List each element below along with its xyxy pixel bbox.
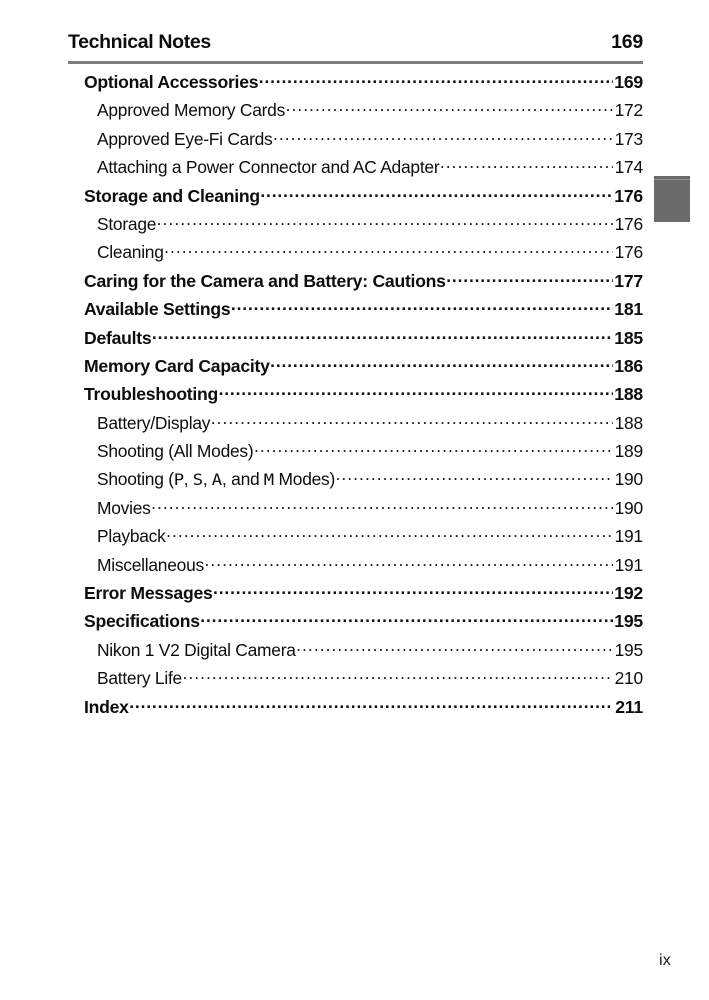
toc-entry-title-text: , and xyxy=(221,469,264,490)
toc-entry[interactable] xyxy=(0,526,709,554)
dot-leader xyxy=(231,299,613,315)
toc-entry-page: 190 xyxy=(614,497,643,518)
dot-leader xyxy=(286,100,613,116)
dot-leader xyxy=(440,157,613,173)
toc-entry[interactable] xyxy=(0,72,709,100)
toc-entry-title-text: Modes) xyxy=(273,469,336,490)
toc-entry-page: 186 xyxy=(614,355,643,376)
toc-entry-title: Attaching a Power Connector and AC Adapter xyxy=(97,157,440,178)
toc-entry[interactable] xyxy=(0,356,709,384)
folio-page-number: ix xyxy=(659,952,671,969)
page-title: Technical Notes xyxy=(68,31,211,53)
toc-entry-title: Storage xyxy=(97,213,157,234)
toc-entry-page: 169 xyxy=(614,72,643,92)
toc-entry-title: Specifications xyxy=(84,611,200,632)
toc-entry-page: 173 xyxy=(614,128,643,149)
toc-entry-title: Playback xyxy=(97,526,166,547)
toc-entry[interactable] xyxy=(0,469,709,497)
toc-entry[interactable] xyxy=(0,186,709,214)
toc-entry[interactable] xyxy=(0,157,709,185)
toc-entry-title: Miscellaneous xyxy=(97,554,204,575)
toc-entry-title: Battery Life xyxy=(97,668,182,689)
toc-entry-title: Memory Card Capacity xyxy=(84,355,270,376)
toc-entry-title: Storage and Cleaning xyxy=(84,185,260,206)
mode-dial-glyph: A xyxy=(211,470,223,490)
toc-entry-title: Shooting (All Modes) xyxy=(97,441,254,462)
toc-entry-page: 185 xyxy=(614,327,643,348)
toc-entry-page: 195 xyxy=(614,611,643,632)
dot-leader xyxy=(157,214,613,230)
toc-entry-page: 176 xyxy=(614,213,643,234)
toc-entry[interactable] xyxy=(0,129,709,157)
toc-entry-page: 177 xyxy=(614,270,643,291)
dot-leader xyxy=(260,186,612,202)
toc-entry[interactable] xyxy=(0,100,709,128)
toc-entry[interactable] xyxy=(0,299,709,327)
toc-entry-page: 191 xyxy=(614,526,643,547)
toc-entry[interactable] xyxy=(0,384,709,412)
dot-leader xyxy=(211,413,613,429)
toc-entry-title: Nikon 1 V2 Digital Camera xyxy=(97,639,296,660)
toc-entry[interactable] xyxy=(0,214,709,242)
dot-leader xyxy=(129,697,612,713)
toc-entry-page: 192 xyxy=(614,583,643,604)
dot-leader xyxy=(259,72,613,88)
dot-leader xyxy=(164,242,612,258)
toc-entry-title: Movies xyxy=(97,497,151,518)
toc-entry-title: Caring for the Camera and Battery: Cautions xyxy=(84,270,446,291)
header-divider xyxy=(68,61,643,64)
toc-entry-title: Cleaning xyxy=(97,242,164,263)
dot-leader xyxy=(296,640,612,656)
toc-entry[interactable] xyxy=(0,668,709,696)
toc-entry-page: 195 xyxy=(614,639,643,660)
dot-leader xyxy=(254,441,613,457)
toc-entry[interactable] xyxy=(0,413,709,441)
toc-entry[interactable] xyxy=(0,697,709,725)
toc-entry[interactable] xyxy=(0,328,709,356)
toc-entry-title: Optional Accessories xyxy=(84,72,259,92)
toc-entry-title: Error Messages xyxy=(84,583,213,604)
toc-entry[interactable] xyxy=(0,242,709,270)
mode-dial-glyph: P xyxy=(173,470,185,490)
dot-leader xyxy=(336,469,613,485)
toc-entry[interactable] xyxy=(0,271,709,299)
chapter-start-page: 169 xyxy=(611,31,643,53)
dot-leader xyxy=(152,328,613,344)
toc-entry[interactable] xyxy=(0,640,709,668)
toc-entry-title: Battery/Display xyxy=(97,412,211,433)
toc-entry-page: 176 xyxy=(614,242,643,263)
toc-entry-page: 211 xyxy=(615,696,643,717)
toc-entry-title-text: , xyxy=(183,469,193,490)
toc-entry-title-text: Shooting ( xyxy=(97,469,174,490)
toc-entry-page: 176 xyxy=(614,185,643,206)
dot-leader xyxy=(270,356,612,372)
toc-entry-page: 188 xyxy=(614,412,643,433)
table-of-contents xyxy=(0,72,709,725)
dot-leader xyxy=(273,129,613,145)
toc-entry[interactable] xyxy=(0,441,709,469)
toc-entry-page: 189 xyxy=(614,441,643,462)
dot-leader xyxy=(182,668,612,684)
dot-leader xyxy=(213,583,612,599)
toc-entry-title: Index xyxy=(84,696,129,717)
toc-entry-page: 191 xyxy=(614,554,643,575)
running-header xyxy=(68,33,643,53)
toc-entry-title: Available Settings xyxy=(84,299,231,320)
toc-entry-page: 174 xyxy=(614,157,643,178)
toc-entry[interactable] xyxy=(0,555,709,583)
toc-entry-page: 190 xyxy=(614,469,643,490)
toc-entry-page: 188 xyxy=(614,384,643,405)
toc-entry-page: 172 xyxy=(614,100,643,121)
toc-entry-page: 181 xyxy=(614,299,643,320)
toc-entry-title: Approved Eye-Fi Cards xyxy=(97,128,273,149)
dot-leader xyxy=(219,384,613,400)
dot-leader xyxy=(151,498,612,514)
dot-leader xyxy=(200,611,612,627)
toc-entry[interactable] xyxy=(0,498,709,526)
toc-entry-page: 210 xyxy=(614,668,643,689)
mode-dial-glyph: M xyxy=(263,470,275,490)
toc-entry-title: Approved Memory Cards xyxy=(97,100,286,121)
toc-entry-title: Defaults xyxy=(84,327,152,348)
toc-entry-title xyxy=(97,469,335,490)
toc-entry-title: Troubleshooting xyxy=(84,384,219,405)
toc-entry[interactable] xyxy=(0,611,709,639)
dot-leader xyxy=(166,526,612,542)
dot-leader xyxy=(204,555,612,571)
mode-dial-glyph: S xyxy=(192,470,204,490)
toc-entry-title-text: , xyxy=(202,469,213,490)
dot-leader xyxy=(446,271,612,287)
toc-entry[interactable] xyxy=(0,583,709,611)
